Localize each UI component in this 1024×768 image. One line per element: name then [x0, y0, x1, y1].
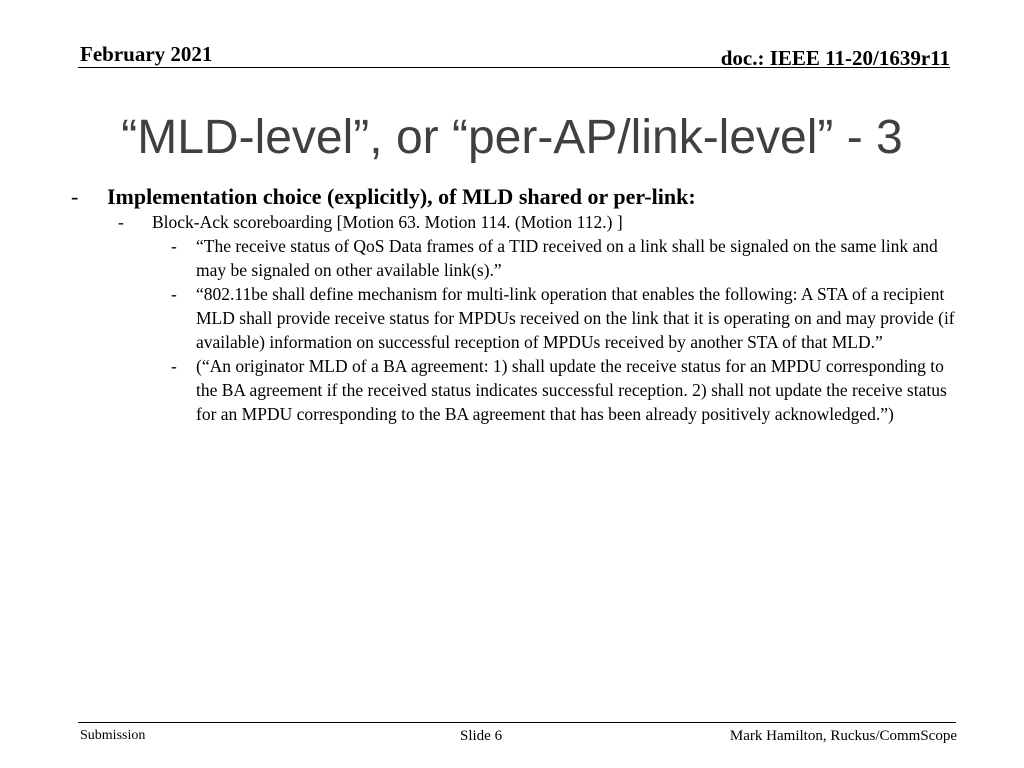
bullet-level3-item [0, 234, 1024, 282]
bullet-level1 [0, 183, 1024, 211]
bullet-dash: - [71, 184, 79, 209]
bullet-level3-text: “802.11be shall define mechanism for multi-link operation that enables the following: A STA of a recipient MLD shall provide receive status for MPDUs received on the link that it is operating on and may provide (if available) information on successful reception of MPDUs received by another STA of that MLD.” [196, 284, 955, 352]
slide-body [0, 183, 1024, 426]
slide-title: “MLD-level”, or “per-AP/link-level” - 3 [121, 111, 903, 164]
footer-divider [78, 722, 956, 723]
bullet-level2-text: Block-Ack scoreboarding [Motion 63. Motion 114. (Motion 112.) ] [152, 212, 623, 232]
bullet-level3-text: (“An originator MLD of a BA agreement: 1) shall update the receive status for an MPDU corresponding to the BA agreement if the received status indicates successful reception. 2) shall not update the receive status for an MPDU corresponding to the BA agreement that has been already positively acknowledged.”) [196, 356, 947, 424]
header-date: February 2021 [80, 42, 213, 66]
bullet-level3-text: “The receive status of QoS Data frames of a TID received on a link shall be signaled on the same link and may be signaled on other available link(s).” [196, 236, 938, 280]
bullet-level2 [0, 211, 1024, 234]
header-divider [78, 67, 950, 68]
bullet-level3-item [0, 354, 1024, 426]
bullet-dash: - [171, 356, 177, 376]
bullet-level3-item [0, 282, 1024, 354]
footer-author: Mark Hamilton, Ruckus/CommScope [729, 728, 957, 744]
bullet-dash: - [171, 236, 177, 256]
bullet-dash: - [171, 284, 177, 304]
footer-slide-number: Slide 6 [460, 728, 503, 744]
bullet-dash: - [118, 212, 124, 232]
footer-submission: Submission [80, 728, 146, 743]
header-doc-id: doc.: IEEE 11-20/1639r11 [720, 46, 950, 70]
bullet-level1-text: Implementation choice (explicitly), of MLD shared or per-link: [107, 184, 696, 209]
